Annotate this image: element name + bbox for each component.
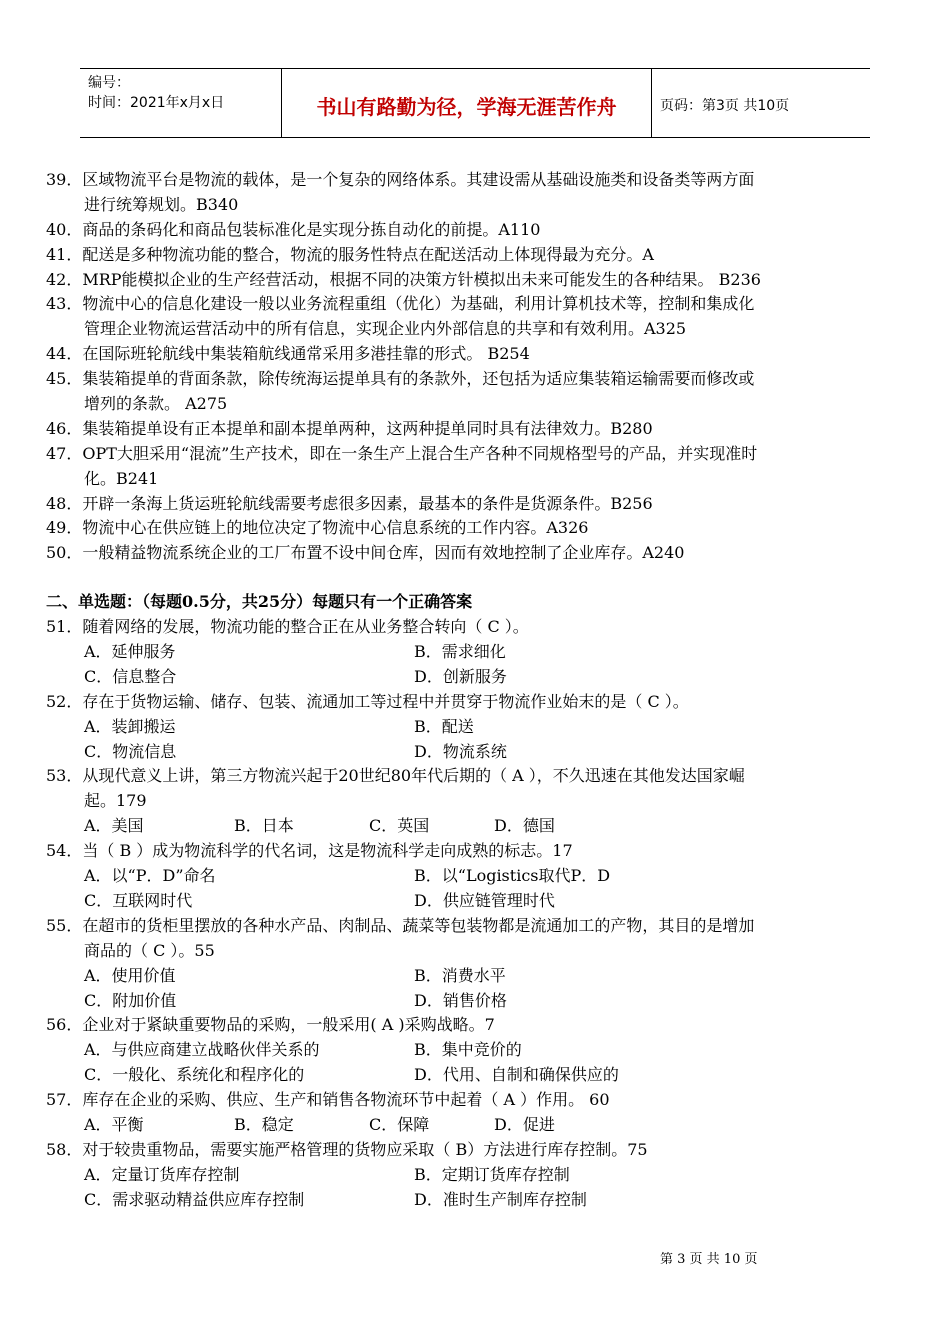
item-text: 46．集装箱提单设有正本提单和副本提单两种，这两种提单同时具有法律效力。B280 [46, 418, 653, 438]
option: D．供应链管理时代 [414, 890, 555, 910]
item-text: 50．一般精益物流系统企业的工厂布置不设中间仓库，因而有效地控制了企业库存。A240 [46, 543, 685, 563]
option: A．装卸搬运 [84, 716, 176, 736]
option: C．一般化、系统化和程序化的 [84, 1065, 305, 1085]
list-item [46, 442, 910, 492]
multiple-choice-list [46, 615, 910, 1212]
list-item [46, 218, 910, 243]
question [46, 914, 910, 1014]
option-row [46, 1063, 910, 1088]
option: C．互联网时代 [84, 890, 193, 910]
option: D．准时生产制库存控制 [414, 1189, 587, 1209]
item-text-continued: 化。B241 [84, 468, 159, 488]
option: B．日本 [234, 816, 294, 836]
item-text-continued: 进行统筹规划。B340 [84, 194, 239, 214]
list-item [46, 516, 910, 541]
option: C．物流信息 [84, 741, 177, 761]
option-row [46, 1163, 910, 1188]
list-item [46, 541, 910, 566]
option: B．需求细化 [414, 642, 506, 662]
option-row [46, 864, 910, 889]
option: A．使用价值 [84, 965, 176, 985]
true-false-list [46, 168, 910, 566]
question [46, 690, 910, 765]
question-stem: 55．在超市的货柜里摆放的各种水产品、肉制品、蔬菜等包装物都是流通加工的产物，其目的是增加 [46, 915, 755, 935]
question-stem: 58．对于较贵重物品，需要实施严格管理的货物应采取（ B）方法进行库存控制。75 [46, 1139, 648, 1159]
option: D．促进 [494, 1114, 555, 1134]
question [46, 1138, 910, 1213]
document-body [46, 168, 910, 1213]
page-header [80, 68, 870, 138]
question-stem: 53．从现代意义上讲，第三方物流兴起于20世纪80年代后期的（ A ），不久迅速在其他发达国家崛 [46, 766, 745, 786]
option: A．美国 [84, 816, 144, 836]
option: D．创新服务 [414, 666, 507, 686]
list-item [46, 168, 910, 218]
option: D．销售价格 [414, 990, 507, 1010]
option: C．信息整合 [84, 666, 177, 686]
option: D．物流系统 [414, 741, 507, 761]
list-item [46, 367, 910, 417]
option-row [46, 1188, 910, 1213]
question [46, 615, 910, 690]
item-text: 47．OPT大胆采用“混流”生产技术，即在一条生产上混合生产各种不同规格型号的产品，并实现准时 [46, 443, 758, 463]
question-stem-continued: 商品的（ C ）。55 [84, 940, 215, 960]
item-text: 40．商品的条码化和商品包装标准化是实现分拣自动化的前提。A110 [46, 219, 541, 239]
option: C．英国 [369, 816, 430, 836]
list-item [46, 342, 910, 367]
option-row [46, 740, 910, 765]
option: D．德国 [494, 816, 555, 836]
option: B．配送 [414, 716, 474, 736]
item-text-continued: 管理企业物流运营活动中的所有信息，实现企业内外部信息的共享和有效利用。A325 [84, 319, 687, 339]
option: D．代用、自制和确保供应的 [414, 1065, 619, 1085]
list-item [46, 292, 910, 342]
option: A．平衡 [84, 1114, 144, 1134]
header-motto: 书山有路勤为径，学海无涯苦作舟 [282, 69, 652, 137]
item-text: 43．物流中心的信息化建设一般以业务流程重组（优化）为基础，利用计算机技术等，控制和集成化 [46, 294, 755, 314]
code-label: 编号： [88, 75, 130, 91]
item-text: 42．MRP能模拟企业的生产经营活动，根据不同的决策方针模拟出未来可能发生的各种结果。 B236 [46, 269, 761, 289]
list-item [46, 268, 910, 293]
header-page-info: 页码：第3页 共10页 [660, 98, 790, 114]
question [46, 839, 910, 914]
option: B．集中竞价的 [414, 1040, 522, 1060]
question [46, 1088, 910, 1138]
option-row [46, 989, 910, 1014]
question-stem: 52．存在于货物运输、储存、包装、流通加工等过程中并贯穿于物流作业始末的是（ C ）。 [46, 691, 689, 711]
option: B．消费水平 [414, 965, 506, 985]
list-item [46, 417, 910, 442]
option: A．以“P．D”命名 [84, 866, 216, 886]
option-row [46, 640, 910, 665]
option-row [46, 1113, 910, 1138]
question-stem: 51．随着网络的发展，物流功能的整合正在从业务整合转向（ C ）。 [46, 617, 529, 637]
option: C．需求驱动精益供应库存控制 [84, 1189, 305, 1209]
question-stem-continued: 起。179 [84, 791, 147, 811]
header-meta [80, 69, 282, 137]
question-stem: 54．当（ B ）成为物流科学的代名词，这是物流科学走向成熟的标志。17 [46, 841, 573, 861]
question-stem: 56．企业对于紧缺重要物品的采购，一般采用( A )采购战略。7 [46, 1015, 495, 1035]
option-row [46, 715, 910, 740]
time-label: 时间：2021年x月x日 [88, 95, 225, 111]
option: A．延伸服务 [84, 642, 176, 662]
page-footer: 第 3 页 共 10 页 [660, 1252, 758, 1267]
option: A．与供应商建立战略伙伴关系的 [84, 1040, 320, 1060]
item-text: 48．开辟一条海上货运班轮航线需要考虑很多因素，最基本的条件是货源条件。B256 [46, 493, 653, 513]
question-stem: 57．库存在企业的采购、供应、生产和销售各物流环节中起着（ A ）作用。 60 [46, 1090, 610, 1110]
item-text: 45．集装箱提单的背面条款，除传统海运提单具有的条款外，还包括为适应集装箱运输需要而修改或 [46, 369, 755, 389]
item-text: 39．区域物流平台是物流的载体，是一个复杂的网络体系。其建设需从基础设施类和设备类等两方面 [46, 170, 755, 189]
item-text-continued: 增列的条款。 A275 [84, 394, 228, 414]
item-text: 41．配送是多种物流功能的整合，物流的服务性特点在配送活动上体现得最为充分。A [46, 244, 654, 264]
list-item [46, 492, 910, 517]
option: C．附加价值 [84, 990, 177, 1010]
list-item [46, 243, 910, 268]
question [46, 764, 910, 839]
option: B．以“Logistics取代P．D [414, 866, 611, 886]
item-text: 49．物流中心在供应链上的地位决定了物流中心信息系统的工作内容。A326 [46, 518, 589, 538]
option-row [46, 665, 910, 690]
option: B．稳定 [234, 1114, 294, 1134]
option-row [46, 1038, 910, 1063]
option: C．保障 [369, 1114, 430, 1134]
option-row [46, 964, 910, 989]
item-text: 44．在国际班轮航线中集装箱航线通常采用多港挂靠的形式。 B254 [46, 344, 530, 364]
section-title: 二、单选题：（每题0.5分，共25分）每题只有一个正确答案 [46, 592, 473, 612]
option-row [46, 814, 910, 839]
option-row [46, 889, 910, 914]
option: A．定量订货库存控制 [84, 1164, 240, 1184]
option: B．定期订货库存控制 [414, 1164, 570, 1184]
question [46, 1013, 910, 1088]
